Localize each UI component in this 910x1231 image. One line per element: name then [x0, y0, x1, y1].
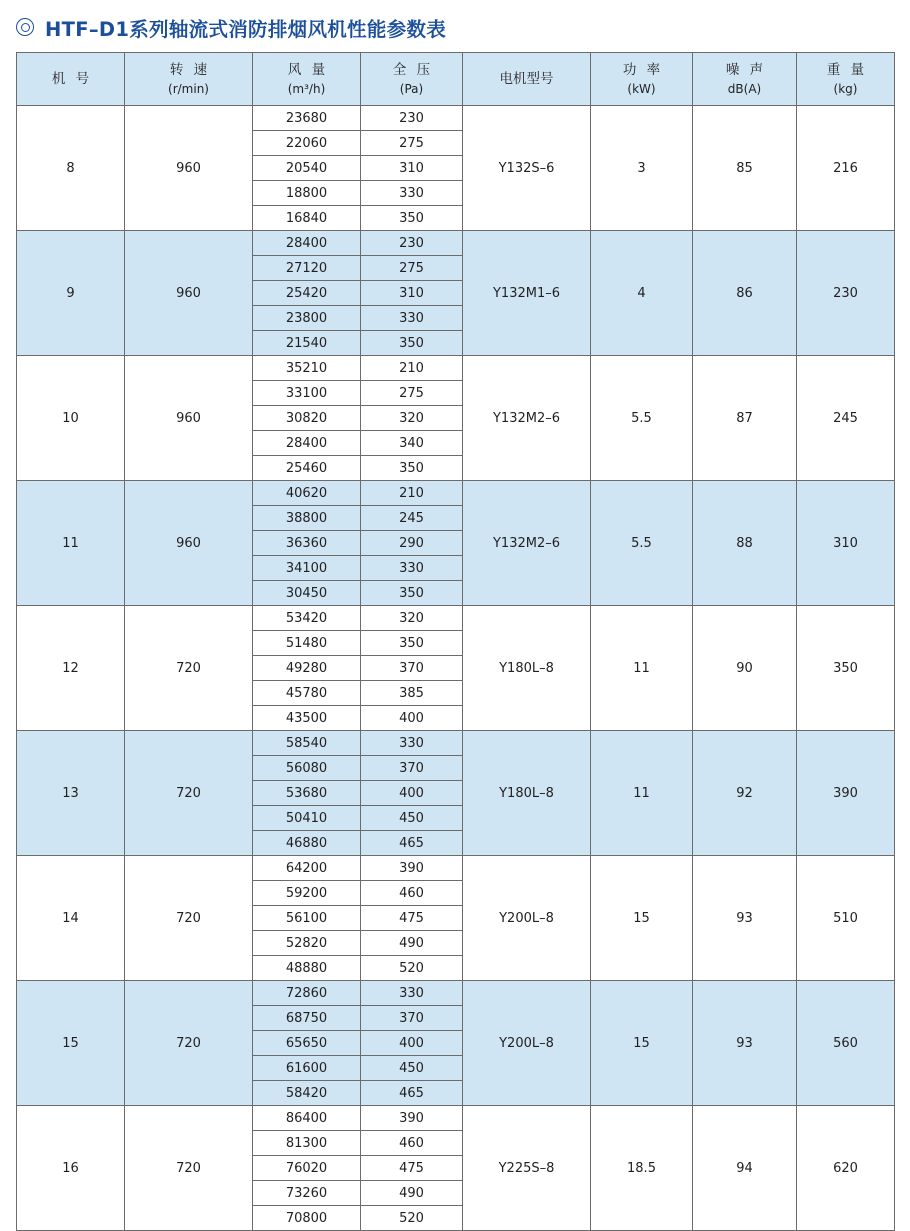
- table-row: [17, 356, 895, 381]
- column-header-weight-unit: (kg): [833, 82, 858, 97]
- cell-airflow: 16840: [253, 206, 361, 231]
- cell-motor: Y132M2–6: [463, 481, 591, 606]
- column-header-noise-unit: dB(A): [727, 82, 762, 97]
- cell-airflow: 76020: [253, 1156, 361, 1181]
- cell-model: 14: [17, 856, 125, 981]
- cell-model: 9: [17, 231, 125, 356]
- cell-motor: Y132M1–6: [463, 231, 591, 356]
- column-header-power-unit: (kW): [627, 82, 656, 97]
- cell-weight: 560: [797, 981, 895, 1106]
- column-header-speed: [125, 53, 253, 106]
- page-title: [0, 0, 910, 52]
- cell-airflow: 56080: [253, 756, 361, 781]
- cell-pressure: 290: [361, 531, 463, 556]
- cell-pressure: 310: [361, 281, 463, 306]
- cell-weight: 310: [797, 481, 895, 606]
- cell-pressure: 350: [361, 206, 463, 231]
- column-header-model: [17, 53, 125, 106]
- cell-pressure: 450: [361, 806, 463, 831]
- cell-motor: Y132S–6: [463, 106, 591, 231]
- cell-pressure: 210: [361, 356, 463, 381]
- cell-airflow: 49280: [253, 656, 361, 681]
- column-header-airflow-unit: (m³/h): [287, 82, 326, 97]
- cell-airflow: 33100: [253, 381, 361, 406]
- cell-airflow: 25420: [253, 281, 361, 306]
- cell-airflow: 18800: [253, 181, 361, 206]
- cell-airflow: 30820: [253, 406, 361, 431]
- cell-pressure: 350: [361, 331, 463, 356]
- cell-model: 10: [17, 356, 125, 481]
- cell-airflow: 64200: [253, 856, 361, 881]
- cell-weight: 350: [797, 606, 895, 731]
- cell-pressure: 520: [361, 1206, 463, 1231]
- cell-noise: 85: [693, 106, 797, 231]
- cell-airflow: 25460: [253, 456, 361, 481]
- cell-motor: Y180L–8: [463, 731, 591, 856]
- table-row: [17, 1106, 895, 1131]
- cell-pressure: 390: [361, 1106, 463, 1131]
- cell-airflow: 73260: [253, 1181, 361, 1206]
- cell-pressure: 490: [361, 931, 463, 956]
- cell-pressure: 350: [361, 456, 463, 481]
- cell-weight: 620: [797, 1106, 895, 1231]
- cell-pressure: 400: [361, 1031, 463, 1056]
- table-row: [17, 106, 895, 131]
- cell-pressure: 475: [361, 1156, 463, 1181]
- cell-airflow: 53420: [253, 606, 361, 631]
- cell-airflow: 30450: [253, 581, 361, 606]
- table-row: [17, 606, 895, 631]
- cell-pressure: 310: [361, 156, 463, 181]
- cell-airflow: 46880: [253, 831, 361, 856]
- cell-pressure: 460: [361, 1131, 463, 1156]
- cell-power: 11: [591, 731, 693, 856]
- cell-pressure: 400: [361, 781, 463, 806]
- cell-pressure: 330: [361, 556, 463, 581]
- cell-pressure: 350: [361, 581, 463, 606]
- cell-airflow: 21540: [253, 331, 361, 356]
- cell-pressure: 330: [361, 306, 463, 331]
- column-header-motor: [463, 53, 591, 106]
- cell-motor: Y132M2–6: [463, 356, 591, 481]
- cell-pressure: 330: [361, 981, 463, 1006]
- column-header-motor-label: 电机型号: [499, 70, 554, 87]
- cell-weight: 230: [797, 231, 895, 356]
- cell-pressure: 475: [361, 906, 463, 931]
- cell-pressure: 275: [361, 381, 463, 406]
- column-header-pressure-unit: (Pa): [399, 82, 424, 97]
- cell-motor: Y200L–8: [463, 856, 591, 981]
- cell-airflow: 27120: [253, 256, 361, 281]
- cell-airflow: 65650: [253, 1031, 361, 1056]
- cell-weight: 245: [797, 356, 895, 481]
- cell-pressure: 385: [361, 681, 463, 706]
- cell-airflow: 23800: [253, 306, 361, 331]
- cell-speed: 720: [125, 1106, 253, 1231]
- column-header-pressure-label: 全 压: [392, 61, 434, 78]
- cell-pressure: 520: [361, 956, 463, 981]
- cell-speed: 720: [125, 981, 253, 1106]
- cell-speed: 960: [125, 231, 253, 356]
- cell-airflow: 68750: [253, 1006, 361, 1031]
- double-circle-icon: [16, 18, 36, 38]
- cell-airflow: 35210: [253, 356, 361, 381]
- cell-airflow: 45780: [253, 681, 361, 706]
- cell-noise: 92: [693, 731, 797, 856]
- cell-model: 15: [17, 981, 125, 1106]
- cell-pressure: 460: [361, 881, 463, 906]
- cell-motor: Y225S–8: [463, 1106, 591, 1231]
- table-row: [17, 731, 895, 756]
- cell-model: 13: [17, 731, 125, 856]
- cell-pressure: 340: [361, 431, 463, 456]
- cell-pressure: 370: [361, 756, 463, 781]
- cell-airflow: 86400: [253, 1106, 361, 1131]
- column-header-speed-unit: (r/min): [168, 82, 209, 97]
- cell-airflow: 56100: [253, 906, 361, 931]
- cell-pressure: 210: [361, 481, 463, 506]
- cell-power: 3: [591, 106, 693, 231]
- cell-airflow: 40620: [253, 481, 361, 506]
- table-row: [17, 856, 895, 881]
- cell-pressure: 490: [361, 1181, 463, 1206]
- cell-model: 11: [17, 481, 125, 606]
- cell-speed: 720: [125, 731, 253, 856]
- column-header-noise: [693, 53, 797, 106]
- cell-pressure: 275: [361, 131, 463, 156]
- table-body: [17, 106, 895, 1231]
- cell-noise: 93: [693, 981, 797, 1106]
- cell-power: 15: [591, 856, 693, 981]
- cell-noise: 88: [693, 481, 797, 606]
- cell-pressure: 390: [361, 856, 463, 881]
- cell-noise: 86: [693, 231, 797, 356]
- cell-power: 5.5: [591, 356, 693, 481]
- cell-pressure: 350: [361, 631, 463, 656]
- spec-table: [16, 52, 895, 1231]
- column-header-pressure: [361, 53, 463, 106]
- cell-airflow: 81300: [253, 1131, 361, 1156]
- table-row: [17, 481, 895, 506]
- cell-noise: 93: [693, 856, 797, 981]
- column-header-model-label: 机 号: [51, 70, 93, 87]
- cell-model: 8: [17, 106, 125, 231]
- cell-airflow: 58420: [253, 1081, 361, 1106]
- cell-noise: 90: [693, 606, 797, 731]
- table-row: [17, 231, 895, 256]
- cell-airflow: 23680: [253, 106, 361, 131]
- cell-airflow: 20540: [253, 156, 361, 181]
- cell-noise: 87: [693, 356, 797, 481]
- cell-airflow: 61600: [253, 1056, 361, 1081]
- spec-table-container: [0, 52, 910, 1231]
- table-row: [17, 981, 895, 1006]
- cell-power: 11: [591, 606, 693, 731]
- table-header: [17, 53, 895, 106]
- cell-motor: Y200L–8: [463, 981, 591, 1106]
- cell-power: 5.5: [591, 481, 693, 606]
- cell-weight: 216: [797, 106, 895, 231]
- cell-airflow: 28400: [253, 231, 361, 256]
- cell-noise: 94: [693, 1106, 797, 1231]
- cell-airflow: 51480: [253, 631, 361, 656]
- column-header-weight: [797, 53, 895, 106]
- cell-airflow: 58540: [253, 731, 361, 756]
- cell-pressure: 320: [361, 606, 463, 631]
- cell-pressure: 320: [361, 406, 463, 431]
- cell-pressure: 245: [361, 506, 463, 531]
- cell-airflow: 59200: [253, 881, 361, 906]
- cell-speed: 720: [125, 856, 253, 981]
- cell-power: 15: [591, 981, 693, 1106]
- cell-power: 18.5: [591, 1106, 693, 1231]
- column-header-power-label: 功 率: [622, 61, 664, 78]
- cell-model: 16: [17, 1106, 125, 1231]
- cell-pressure: 370: [361, 1006, 463, 1031]
- cell-power: 4: [591, 231, 693, 356]
- column-header-speed-label: 转 速: [169, 61, 211, 78]
- cell-pressure: 275: [361, 256, 463, 281]
- cell-pressure: 330: [361, 731, 463, 756]
- cell-pressure: 370: [361, 656, 463, 681]
- cell-airflow: 38800: [253, 506, 361, 531]
- cell-speed: 960: [125, 106, 253, 231]
- header-row: [17, 53, 895, 106]
- cell-airflow: 22060: [253, 131, 361, 156]
- cell-airflow: 72860: [253, 981, 361, 1006]
- page-title-text: HTF–D1系列轴流式消防排烟风机性能参数表: [45, 18, 447, 41]
- cell-airflow: 70800: [253, 1206, 361, 1231]
- cell-airflow: 48880: [253, 956, 361, 981]
- cell-airflow: 28400: [253, 431, 361, 456]
- column-header-airflow: [253, 53, 361, 106]
- cell-pressure: 465: [361, 1081, 463, 1106]
- cell-model: 12: [17, 606, 125, 731]
- cell-weight: 390: [797, 731, 895, 856]
- cell-speed: 960: [125, 481, 253, 606]
- cell-speed: 720: [125, 606, 253, 731]
- cell-airflow: 52820: [253, 931, 361, 956]
- cell-pressure: 400: [361, 706, 463, 731]
- cell-pressure: 330: [361, 181, 463, 206]
- column-header-weight-label: 重 量: [826, 61, 868, 78]
- cell-pressure: 230: [361, 231, 463, 256]
- cell-airflow: 34100: [253, 556, 361, 581]
- cell-speed: 960: [125, 356, 253, 481]
- column-header-power: [591, 53, 693, 106]
- cell-airflow: 53680: [253, 781, 361, 806]
- cell-airflow: 50410: [253, 806, 361, 831]
- cell-pressure: 230: [361, 106, 463, 131]
- cell-airflow: 43500: [253, 706, 361, 731]
- column-header-airflow-label: 风 量: [287, 61, 329, 78]
- cell-airflow: 36360: [253, 531, 361, 556]
- cell-motor: Y180L–8: [463, 606, 591, 731]
- cell-pressure: 465: [361, 831, 463, 856]
- cell-weight: 510: [797, 856, 895, 981]
- column-header-noise-label: 噪 声: [725, 61, 767, 78]
- cell-pressure: 450: [361, 1056, 463, 1081]
